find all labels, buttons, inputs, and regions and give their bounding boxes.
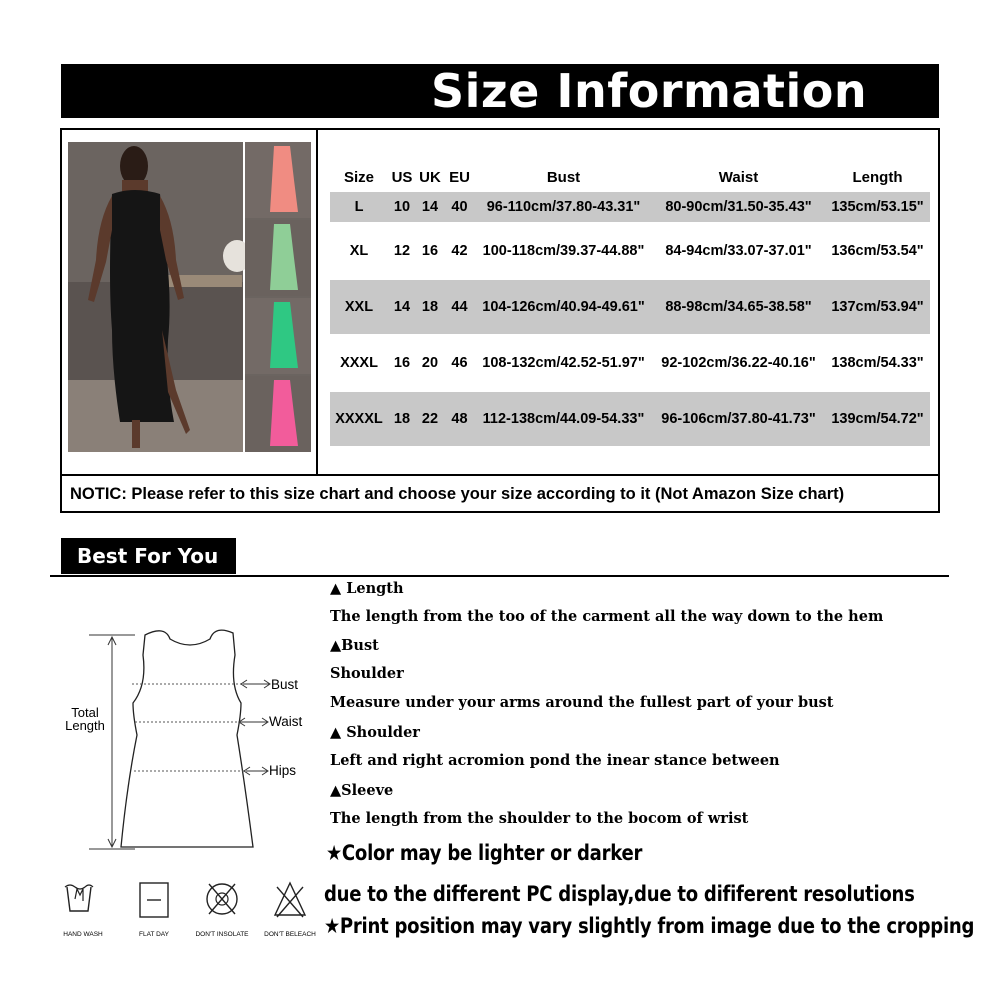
header-us: US: [391, 168, 413, 186]
cell-us: 12: [393, 242, 411, 259]
size-table: [330, 162, 930, 446]
photo-panel: [62, 130, 318, 474]
color-note: ★Color may be lighter or darker: [326, 841, 643, 865]
table-row: [330, 336, 930, 390]
no-insolate-label: DON'T INSOLATE: [195, 931, 249, 938]
bust-label: Bust: [271, 677, 299, 692]
shoulder-description: Left and right acromion pond the inear stance between: [330, 752, 780, 769]
cell-length: 139cm/54.72": [825, 392, 930, 446]
size-notice: NOTIC: Please refer to this size chart and choose your size according to it (Not Amazon Size chart): [70, 485, 845, 503]
title-banner: [61, 64, 939, 118]
cell-eu: 48: [444, 392, 475, 446]
cell-eu: 44: [444, 280, 475, 334]
no-bleach-icon: [275, 883, 305, 917]
length-heading: ▲ Length: [330, 580, 404, 597]
cell-waist: 88-98cm/34.65-38.58": [652, 280, 825, 334]
model-photo: [62, 130, 316, 474]
hips-label: Hips: [269, 763, 297, 778]
dress-measurement-diagram: [55, 625, 320, 855]
cell-bust: 96-110cm/37.80-43.31": [475, 192, 652, 222]
cell-length: 135cm/53.15": [825, 192, 930, 222]
cell-waist: 96-106cm/37.80-41.73": [652, 392, 825, 446]
table-row: [330, 192, 930, 222]
cell-eu: 46: [451, 354, 468, 371]
sleeve-heading: ▲Sleeve: [330, 782, 394, 799]
cell-us: 18: [388, 392, 416, 446]
notice-row: [62, 474, 938, 511]
table-header-row: [330, 162, 930, 192]
cell-uk: 14: [416, 192, 444, 222]
header-waist: Waist: [718, 168, 759, 186]
header-uk: UK: [419, 168, 441, 186]
cell-us: 16: [393, 354, 411, 371]
shoulder-heading: ▲ Shoulder: [330, 724, 420, 741]
cell-size: L: [330, 192, 388, 222]
cell-us: 14: [388, 280, 416, 334]
cell-size: XXXXL: [330, 392, 388, 446]
hand-wash-label: HAND WASH: [63, 931, 103, 938]
hand-wash-icon: [65, 885, 93, 911]
cell-uk: 20: [421, 354, 439, 371]
cell-size: XXXL: [340, 354, 378, 371]
header-eu: EU: [449, 168, 470, 186]
cell-bust: 104-126cm/40.94-49.61": [475, 280, 652, 334]
flat-dry-label: FLAT DAY: [139, 931, 169, 938]
section-divider: [50, 575, 949, 577]
no-bleach-label: DON'T BELEACH: [264, 931, 316, 938]
length-label: Length: [65, 718, 105, 733]
flat-dry-icon: [140, 883, 168, 917]
print-note: ★Print position may vary slightly from image due to the cropping: [324, 914, 975, 938]
cell-us: 10: [388, 192, 416, 222]
header-bust: Bust: [546, 168, 581, 186]
cell-eu: 42: [451, 242, 468, 259]
best-for-you-tab: Best For You: [61, 538, 236, 574]
no-sun-icon: [207, 884, 237, 914]
table-row: [330, 224, 930, 278]
cell-uk: 16: [421, 242, 439, 259]
table-row: [330, 280, 930, 334]
length-description: The length from the too of the carment all the way down to the hem: [330, 608, 884, 625]
display-note: due to the different PC display,due to dififerent resolutions: [324, 882, 915, 906]
table-row: [330, 392, 930, 446]
cell-size: XXL: [330, 280, 388, 334]
cell-length: 137cm/53.94": [825, 280, 930, 334]
cell-eu: 40: [444, 192, 475, 222]
cell-waist: 92-102cm/36.22-40.16": [661, 354, 816, 371]
cell-bust: 108-132cm/42.52-51.97": [482, 354, 645, 371]
cell-length: 136cm/53.54": [831, 242, 924, 259]
cell-uk: 18: [416, 280, 444, 334]
header-size: Size: [343, 168, 374, 186]
sleeve-description: The length from the shoulder to the bocom of wrist: [330, 810, 749, 827]
cell-bust: 112-138cm/44.09-54.33": [475, 392, 652, 446]
bust-heading: ▲Bust: [330, 637, 379, 654]
cell-waist: 80-90cm/31.50-35.43": [652, 192, 825, 222]
cell-uk: 22: [416, 392, 444, 446]
header-length: Length: [852, 168, 903, 186]
cell-length: 138cm/54.33": [831, 354, 924, 371]
cell-waist: 84-94cm/33.07-37.01": [665, 242, 812, 259]
waist-label: Waist: [269, 714, 303, 729]
total-label: Total: [71, 705, 99, 720]
cell-bust: 100-118cm/39.37-44.88": [482, 242, 645, 259]
shoulder-subheading: Shoulder: [330, 665, 404, 682]
dress-outline: [121, 630, 253, 847]
bust-description: Measure under your arms around the fullest part of your bust: [330, 694, 834, 711]
cell-size: XL: [349, 242, 369, 259]
page-title: Size Information: [431, 64, 868, 118]
care-instructions: [55, 875, 325, 945]
